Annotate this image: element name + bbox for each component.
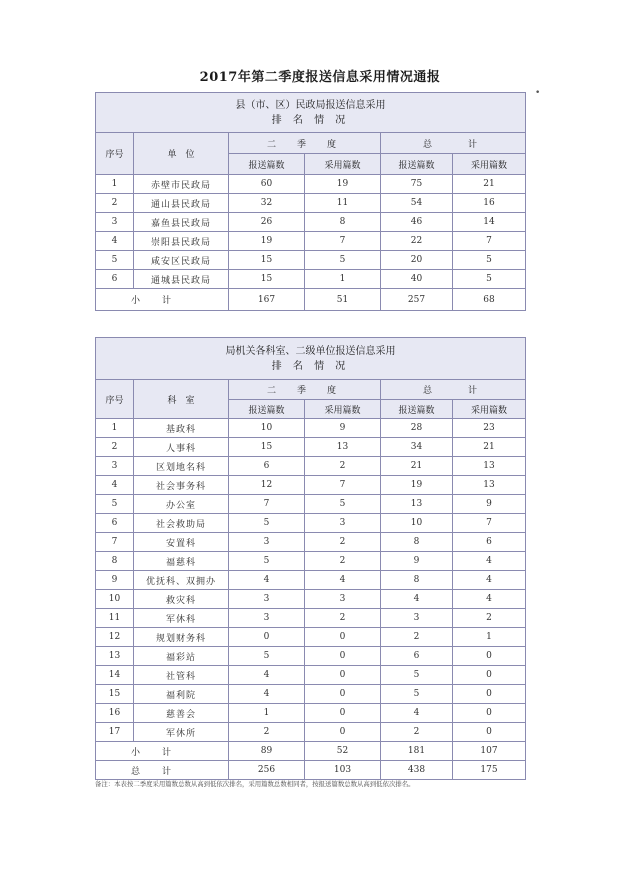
row-q2-submitted: 15 [229, 438, 305, 457]
header-q2: 二 季 度 [229, 133, 381, 154]
row-total-adopted: 0 [453, 723, 526, 742]
table-row [96, 609, 526, 628]
row-q2-adopted: 1 [305, 270, 381, 289]
row-total-submitted: 5 [381, 685, 453, 704]
row-index: 6 [96, 514, 134, 533]
row-q2-adopted: 7 [305, 476, 381, 495]
row-q2-adopted: 8 [305, 213, 381, 232]
row-total-submitted: 46 [381, 213, 453, 232]
row-q2-submitted: 5 [229, 552, 305, 571]
row-q2-submitted: 1 [229, 704, 305, 723]
scan-mark: • [535, 88, 541, 98]
row-q2-submitted: 2 [229, 723, 305, 742]
row-index: 15 [96, 685, 134, 704]
row-unit: 社会救助局 [134, 514, 229, 533]
header-index: 序号 [96, 133, 134, 175]
row-q2-submitted: 12 [229, 476, 305, 495]
row-unit: 崇阳县民政局 [134, 232, 229, 251]
row-q2-adopted: 0 [305, 628, 381, 647]
row-total-adopted: 23 [453, 419, 526, 438]
row-unit: 社管科 [134, 666, 229, 685]
row-total-adopted: 13 [453, 457, 526, 476]
row-q2-submitted: 0 [229, 628, 305, 647]
total-total-submitted: 438 [381, 761, 453, 780]
row-q2-submitted: 4 [229, 685, 305, 704]
row-unit: 社会事务科 [134, 476, 229, 495]
table-row [96, 704, 526, 723]
row-total-submitted: 8 [381, 533, 453, 552]
row-unit: 人事科 [134, 438, 229, 457]
row-index: 9 [96, 571, 134, 590]
row-q2-submitted: 5 [229, 514, 305, 533]
table-title-line1: 县（市、区）民政局报送信息采用 [235, 99, 386, 111]
row-total-adopted: 4 [453, 552, 526, 571]
row-q2-submitted: 26 [229, 213, 305, 232]
row-q2-submitted: 4 [229, 666, 305, 685]
row-unit: 区划地名科 [134, 457, 229, 476]
row-total-submitted: 10 [381, 514, 453, 533]
row-total-adopted: 1 [453, 628, 526, 647]
row-q2-submitted: 4 [229, 571, 305, 590]
table-row [96, 175, 526, 194]
row-unit: 救灾科 [134, 590, 229, 609]
row-q2-submitted: 15 [229, 270, 305, 289]
row-q2-submitted: 6 [229, 457, 305, 476]
row-q2-adopted: 5 [305, 251, 381, 270]
subtotal-row [96, 289, 526, 311]
page-title: 2017年第二季度报送信息采用情况通报 [199, 70, 441, 85]
row-total-adopted: 21 [453, 175, 526, 194]
row-unit: 赤壁市民政局 [134, 175, 229, 194]
total-label: 总计 [96, 761, 229, 780]
row-unit: 安置科 [134, 533, 229, 552]
department-ranking-table [95, 337, 526, 780]
row-q2-submitted: 5 [229, 647, 305, 666]
row-index: 4 [96, 476, 134, 495]
row-total-submitted: 28 [381, 419, 453, 438]
row-total-adopted: 7 [453, 514, 526, 533]
row-q2-submitted: 10 [229, 419, 305, 438]
row-index: 11 [96, 609, 134, 628]
row-index: 4 [96, 232, 134, 251]
row-total-submitted: 13 [381, 495, 453, 514]
header-q2-submitted: 报送篇数 [229, 154, 305, 175]
row-total-adopted: 0 [453, 666, 526, 685]
subtotal-q2-adopted: 51 [305, 289, 381, 311]
row-unit: 办公室 [134, 495, 229, 514]
row-q2-adopted: 0 [305, 704, 381, 723]
row-total-adopted: 6 [453, 533, 526, 552]
footnote: 备注：本表按二季度采用篇数总数从高到低依次排名，采用篇数总数相同者，按报送篇数总数从高到低依次排名。 [95, 780, 415, 788]
table-row [96, 533, 526, 552]
header-total-submitted: 报送篇数 [381, 400, 453, 419]
row-total-submitted: 19 [381, 476, 453, 495]
table-title-line1: 局机关各科室、二级单位报送信息采用 [225, 345, 396, 357]
header-q2-submitted: 报送篇数 [229, 400, 305, 419]
header-total-adopted: 采用篇数 [453, 154, 526, 175]
table-title [96, 338, 526, 380]
subtotal-q2-submitted: 167 [229, 289, 305, 311]
row-q2-submitted: 7 [229, 495, 305, 514]
table-title [96, 93, 526, 133]
row-index: 17 [96, 723, 134, 742]
row-index: 5 [96, 495, 134, 514]
row-q2-submitted: 32 [229, 194, 305, 213]
row-total-adopted: 4 [453, 571, 526, 590]
row-total-adopted: 0 [453, 704, 526, 723]
row-index: 12 [96, 628, 134, 647]
row-total-submitted: 3 [381, 609, 453, 628]
row-unit: 基政科 [134, 419, 229, 438]
row-total-submitted: 4 [381, 590, 453, 609]
row-q2-adopted: 0 [305, 647, 381, 666]
row-unit: 福慈科 [134, 552, 229, 571]
row-index: 3 [96, 213, 134, 232]
row-total-submitted: 8 [381, 571, 453, 590]
total-q2-adopted: 103 [305, 761, 381, 780]
table-title-line2: 排 名 情 况 [271, 114, 350, 126]
table-row [96, 647, 526, 666]
table-row [96, 571, 526, 590]
table-row [96, 419, 526, 438]
header-unit: 单 位 [134, 133, 229, 175]
row-total-submitted: 20 [381, 251, 453, 270]
table-row [96, 723, 526, 742]
subtotal-q2-submitted: 89 [229, 742, 305, 761]
row-unit: 福利院 [134, 685, 229, 704]
row-total-submitted: 54 [381, 194, 453, 213]
row-unit: 军休所 [134, 723, 229, 742]
header-q2: 二 季 度 [229, 380, 381, 400]
row-index: 7 [96, 533, 134, 552]
row-unit: 通山县民政局 [134, 194, 229, 213]
table-row [96, 270, 526, 289]
table-row [96, 232, 526, 251]
row-total-adopted: 14 [453, 213, 526, 232]
table-row [96, 628, 526, 647]
row-q2-adopted: 11 [305, 194, 381, 213]
subtotal-label: 小计 [96, 742, 229, 761]
table-row [96, 590, 526, 609]
subtotal-total-adopted: 107 [453, 742, 526, 761]
row-q2-submitted: 19 [229, 232, 305, 251]
table-row [96, 514, 526, 533]
subtotal-q2-adopted: 52 [305, 742, 381, 761]
row-total-submitted: 6 [381, 647, 453, 666]
subtotal-total-submitted: 257 [381, 289, 453, 311]
row-total-adopted: 0 [453, 647, 526, 666]
header-total-adopted: 采用篇数 [453, 400, 526, 419]
row-q2-submitted: 3 [229, 590, 305, 609]
subtotal-label: 小计 [96, 289, 229, 311]
row-q2-submitted: 3 [229, 609, 305, 628]
header-q2-adopted: 采用篇数 [305, 154, 381, 175]
table-row [96, 552, 526, 571]
row-index: 3 [96, 457, 134, 476]
row-q2-adopted: 2 [305, 609, 381, 628]
row-total-submitted: 4 [381, 704, 453, 723]
row-index: 5 [96, 251, 134, 270]
table-row [96, 495, 526, 514]
table-row [96, 251, 526, 270]
row-unit: 嘉鱼县民政局 [134, 213, 229, 232]
county-ranking-table [95, 92, 526, 311]
row-total-submitted: 5 [381, 666, 453, 685]
row-q2-adopted: 4 [305, 571, 381, 590]
row-q2-adopted: 9 [305, 419, 381, 438]
total-q2-submitted: 256 [229, 761, 305, 780]
table-row [96, 457, 526, 476]
total-total-adopted: 175 [453, 761, 526, 780]
table-row [96, 685, 526, 704]
row-q2-adopted: 0 [305, 666, 381, 685]
row-q2-adopted: 2 [305, 552, 381, 571]
row-index: 16 [96, 704, 134, 723]
subtotal-row [96, 742, 526, 761]
table-row [96, 213, 526, 232]
row-q2-adopted: 3 [305, 590, 381, 609]
row-total-adopted: 2 [453, 609, 526, 628]
row-total-submitted: 75 [381, 175, 453, 194]
row-q2-adopted: 0 [305, 723, 381, 742]
header-q2-adopted: 采用篇数 [305, 400, 381, 419]
row-unit: 慈善会 [134, 704, 229, 723]
row-index: 1 [96, 419, 134, 438]
row-unit: 福彩站 [134, 647, 229, 666]
header-total-submitted: 报送篇数 [381, 154, 453, 175]
row-index: 8 [96, 552, 134, 571]
row-index: 1 [96, 175, 134, 194]
row-index: 2 [96, 438, 134, 457]
row-q2-adopted: 7 [305, 232, 381, 251]
row-total-submitted: 21 [381, 457, 453, 476]
header-unit: 科 室 [134, 380, 229, 419]
row-q2-submitted: 60 [229, 175, 305, 194]
row-index: 6 [96, 270, 134, 289]
subtotal-total-submitted: 181 [381, 742, 453, 761]
row-total-adopted: 5 [453, 251, 526, 270]
row-total-submitted: 9 [381, 552, 453, 571]
row-q2-adopted: 5 [305, 495, 381, 514]
row-unit: 规划财务科 [134, 628, 229, 647]
row-total-submitted: 2 [381, 723, 453, 742]
table-row [96, 476, 526, 495]
row-q2-adopted: 0 [305, 685, 381, 704]
row-total-adopted: 21 [453, 438, 526, 457]
row-unit: 通城县民政局 [134, 270, 229, 289]
row-index: 2 [96, 194, 134, 213]
header-total: 总 计 [381, 133, 526, 154]
row-index: 14 [96, 666, 134, 685]
header-total: 总 计 [381, 380, 526, 400]
row-total-adopted: 5 [453, 270, 526, 289]
row-index: 13 [96, 647, 134, 666]
row-total-submitted: 22 [381, 232, 453, 251]
row-q2-adopted: 2 [305, 457, 381, 476]
table-row [96, 194, 526, 213]
row-unit: 优抚科、双拥办 [134, 571, 229, 590]
row-total-adopted: 13 [453, 476, 526, 495]
row-total-submitted: 2 [381, 628, 453, 647]
total-row [96, 761, 526, 780]
row-total-submitted: 40 [381, 270, 453, 289]
row-unit: 咸安区民政局 [134, 251, 229, 270]
row-total-adopted: 16 [453, 194, 526, 213]
row-q2-submitted: 3 [229, 533, 305, 552]
row-q2-submitted: 15 [229, 251, 305, 270]
row-index: 10 [96, 590, 134, 609]
row-q2-adopted: 13 [305, 438, 381, 457]
subtotal-total-adopted: 68 [453, 289, 526, 311]
row-total-adopted: 4 [453, 590, 526, 609]
row-q2-adopted: 3 [305, 514, 381, 533]
table-row [96, 666, 526, 685]
header-index: 序号 [96, 380, 134, 419]
row-total-adopted: 9 [453, 495, 526, 514]
table-row [96, 438, 526, 457]
table-title-line2: 排 名 情 况 [271, 360, 350, 372]
row-unit: 军休科 [134, 609, 229, 628]
row-q2-adopted: 19 [305, 175, 381, 194]
row-total-adopted: 7 [453, 232, 526, 251]
row-total-adopted: 0 [453, 685, 526, 704]
row-q2-adopted: 2 [305, 533, 381, 552]
row-total-submitted: 34 [381, 438, 453, 457]
